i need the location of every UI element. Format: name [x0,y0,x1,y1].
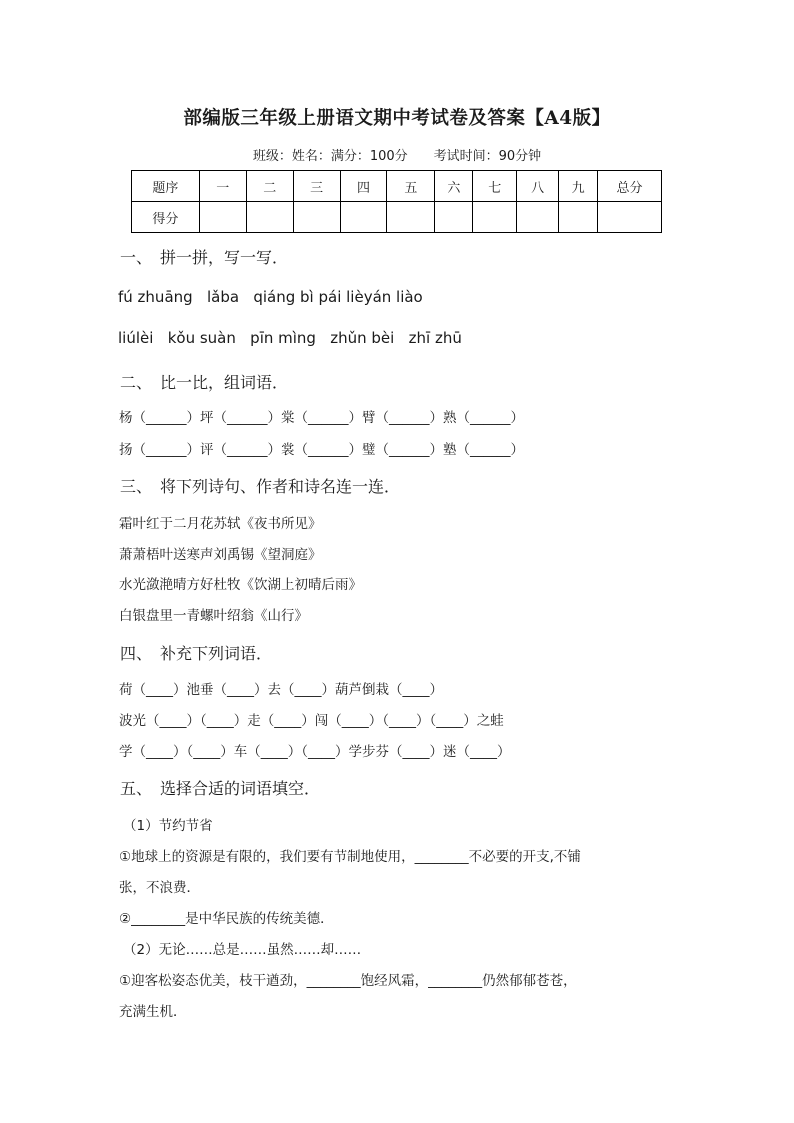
score-row-label: 得分 [132,202,200,233]
score-cell[interactable] [473,202,517,233]
idiom-line: 波光（____）（____）走（____）闯（____）（____）（____）之蛙 [119,713,504,729]
poem-line: 水光潋滟晴方好杜牧《饮湖上初晴后雨》 [119,577,362,593]
question-text: ①地球上的资源是有限的，我们要有节制地使用，________不必要的开支,不铺 [119,849,581,865]
header-cell: 八 [517,171,559,202]
header-cell: 三 [293,171,340,202]
question-label: （2）无论……总是……虽然……却…… [123,942,362,958]
score-cell[interactable] [387,202,435,233]
word-compare-line: 扬（______）评（______）裳（______）璧（______）塾（______） [119,442,524,458]
header-cell: 二 [246,171,293,202]
exam-title: 部编版三年级上册语文期中考试卷及答案【A4版】 [183,108,611,129]
score-cell[interactable] [199,202,246,233]
header-cell: 总分 [598,171,662,202]
header-cell: 六 [435,171,473,202]
section3-heading: 三、 将下列诗句、作者和诗名连一连． [120,477,401,496]
header-cell: 四 [340,171,387,202]
score-cell[interactable] [293,202,340,233]
score-cell[interactable] [598,202,662,233]
score-cell[interactable] [435,202,473,233]
score-table-score-row [132,202,662,233]
question-text: 张，不浪费． [119,880,200,896]
poem-line: 白银盘里一青螺叶绍翁《山行》 [119,608,308,624]
score-cell[interactable] [246,202,293,233]
section4-heading: 四、 补充下列词语． [120,644,273,663]
idiom-line: 学（____）（____）车（____）（____）学步芬（____）迷（____） [119,744,511,760]
header-cell: 九 [559,171,598,202]
question-label: （1）节约节省 [123,818,213,834]
score-table-header-row [132,171,662,202]
word-compare-line: 杨（______）坪（______）棠（______）臂（______）熟（______） [119,410,524,426]
section1-heading: 一、 拼一拼，写一写． [120,248,289,267]
poem-line: 霜叶红于二月花苏轼《夜书所见》 [119,516,322,532]
poem-line: 萧萧梧叶送寒声刘禹锡《望洞庭》 [119,547,322,563]
score-table [131,170,662,233]
section2-heading: 二、 比一比，组词语． [120,373,289,392]
section5-heading: 五、 选择合适的词语填空． [120,779,321,798]
score-cell[interactable] [340,202,387,233]
idiom-line: 荷（____）池垂（____）去（____）葫芦倒栽（____） [119,682,443,698]
header-cell: 一 [199,171,246,202]
pinyin-line: liúlèi kǒu suàn pīn mìng zhǔn bèi zhī zhū [118,329,462,347]
score-cell[interactable] [517,202,559,233]
score-cell[interactable] [559,202,598,233]
exam-info-line: 班级：姓名：满分：100分 考试时间：90分钟 [252,149,542,164]
question-text: 充满生机． [119,1004,187,1020]
header-cell: 题序 [132,171,200,202]
question-text: ②________是中华民族的传统美德． [119,911,334,927]
pinyin-line: fú zhuāng lǎba qiáng bì pái lièyán liào [118,288,423,306]
header-cell: 五 [387,171,435,202]
question-text: ①迎客松姿态优美，枝干遒劲，________饱经风霜，________仍然郁郁苍苍， [119,973,577,989]
header-cell: 七 [473,171,517,202]
